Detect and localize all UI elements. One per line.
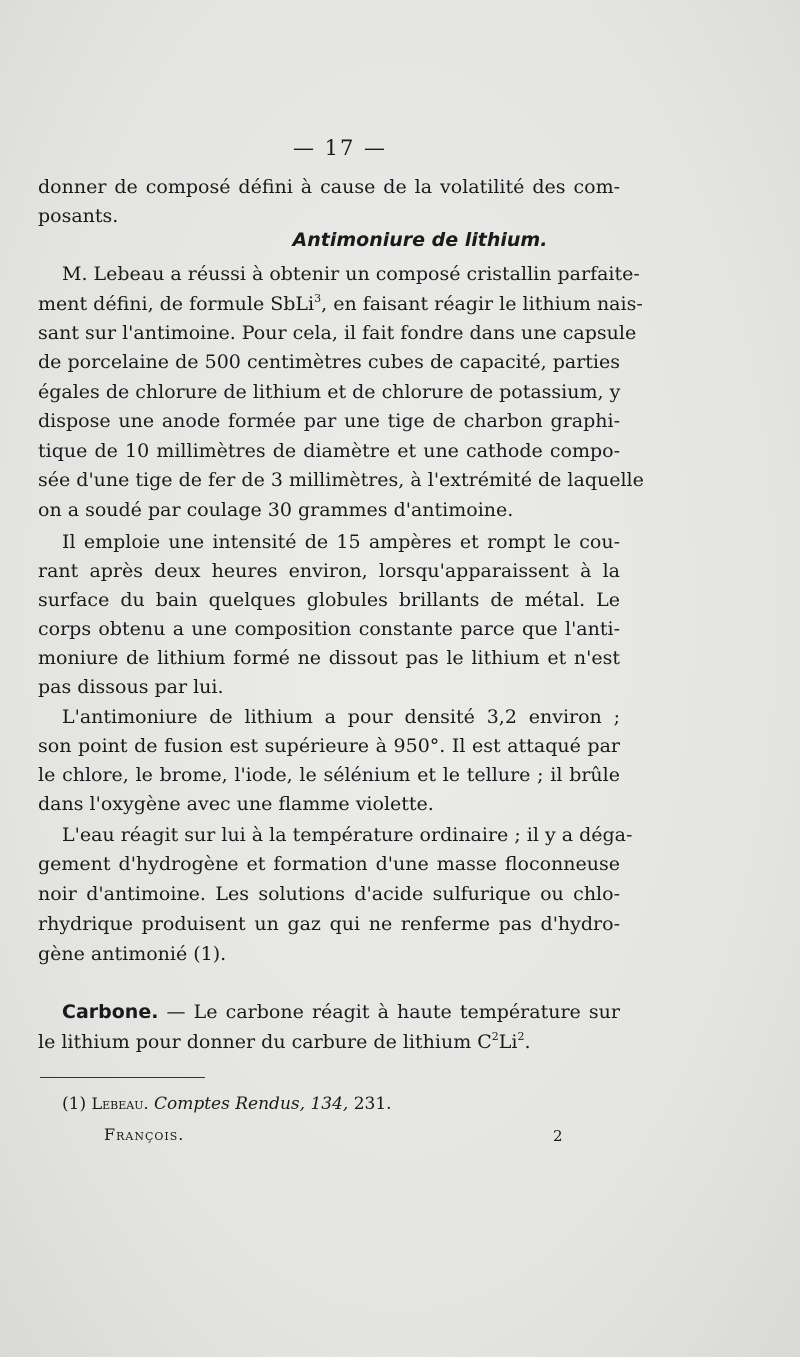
footnote — [62, 1094, 392, 1114]
text-line: tique de 10 millimètres de diamètre et une cathode compo- — [38, 440, 620, 462]
text-line: son point de fusion est supérieure à 950°. Il est attaqué par — [38, 735, 620, 757]
text-line: le chlore, le brome, l'iode, le sélénium et le tellure ; il brûle — [38, 764, 620, 786]
text-fragment: le lithium pour donner du carbure de lithium C — [38, 1031, 492, 1053]
text-line — [38, 292, 643, 316]
text-fragment: — Le carbone réagit à haute température sur — [158, 1001, 620, 1023]
text-line: corps obtenu a une composition constante parce que l'anti- — [38, 618, 620, 640]
text-line: dispose une anode formée par une tige de charbon graphi- — [38, 410, 620, 432]
text-line: noir d'antimoine. Les solutions d'acide sulfurique ou chlo- — [38, 883, 620, 905]
text-fragment: . — [524, 1031, 531, 1053]
text-line: sée d'une tige de fer de 3 millimètres, à l'extrémité de laquelle — [38, 469, 644, 491]
superscript: 3 — [314, 292, 322, 305]
sheet-number: 2 — [553, 1127, 563, 1145]
signature-mark: François. — [104, 1125, 185, 1144]
text-fragment: ment défini, de formule SbLi — [38, 293, 315, 315]
text-line: dans l'oxygène avec une flamme violette. — [38, 793, 434, 815]
footnote-source: Comptes Rendus, — [153, 1094, 306, 1114]
section-lead: Carbone. — [62, 1001, 159, 1023]
page-number: — 17 — — [292, 136, 388, 160]
footnote-page: 231. — [353, 1094, 392, 1114]
text-line: on a soudé par coulage 30 grammes d'antimoine. — [38, 499, 514, 521]
text-line: posants. — [38, 205, 119, 227]
superscript: 2 — [491, 1030, 499, 1043]
text-line: sant sur l'antimoine. Pour cela, il fait fondre dans une capsule — [38, 322, 637, 344]
footnote-volume: 134, — [310, 1094, 349, 1114]
text-line: donner de composé défini à cause de la volatilité des com- — [38, 176, 620, 198]
text-fragment: , en faisant réagir le lithium nais- — [321, 293, 643, 315]
text-line: rhydrique produisent un gaz qui ne renferme pas d'hydro- — [38, 913, 620, 935]
section-heading: Antimoniure de lithium. — [292, 229, 548, 251]
footnote-author: Lebeau. — [91, 1094, 149, 1113]
text-line: gement d'hydrogène et formation d'une masse floconneuse — [38, 853, 620, 875]
text-fragment: Li — [498, 1031, 518, 1053]
text-line: rant après deux heures environ, lorsqu'apparaissent à la — [38, 560, 620, 582]
footnote-rule — [40, 1077, 205, 1078]
text-line: L'eau réagit sur lui à la température ordinaire ; il y a déga- — [62, 824, 633, 846]
footnote-marker: (1) — [62, 1094, 87, 1114]
text-line — [38, 1030, 620, 1054]
text-line — [62, 1000, 620, 1024]
text-line: surface du bain quelques globules brillants de métal. Le — [38, 589, 620, 611]
text-line: M. Lebeau a réussi à obtenir un composé cristallin parfaite- — [62, 263, 640, 285]
superscript: 2 — [517, 1030, 525, 1043]
text-line: gène antimonié (1). — [38, 943, 227, 965]
text-line: pas dissous par lui. — [38, 676, 224, 698]
text-line: de porcelaine de 500 centimètres cubes de capacité, parties — [38, 351, 620, 373]
text-line: égales de chlorure de lithium et de chlorure de potassium, y — [38, 381, 621, 403]
text-line: Il emploie une intensité de 15 ampères et rompt le cou- — [62, 531, 620, 553]
text-line: moniure de lithium formé ne dissout pas le lithium et n'est — [38, 647, 620, 669]
text-line: L'antimoniure de lithium a pour densité 3,2 environ ; — [62, 706, 620, 728]
